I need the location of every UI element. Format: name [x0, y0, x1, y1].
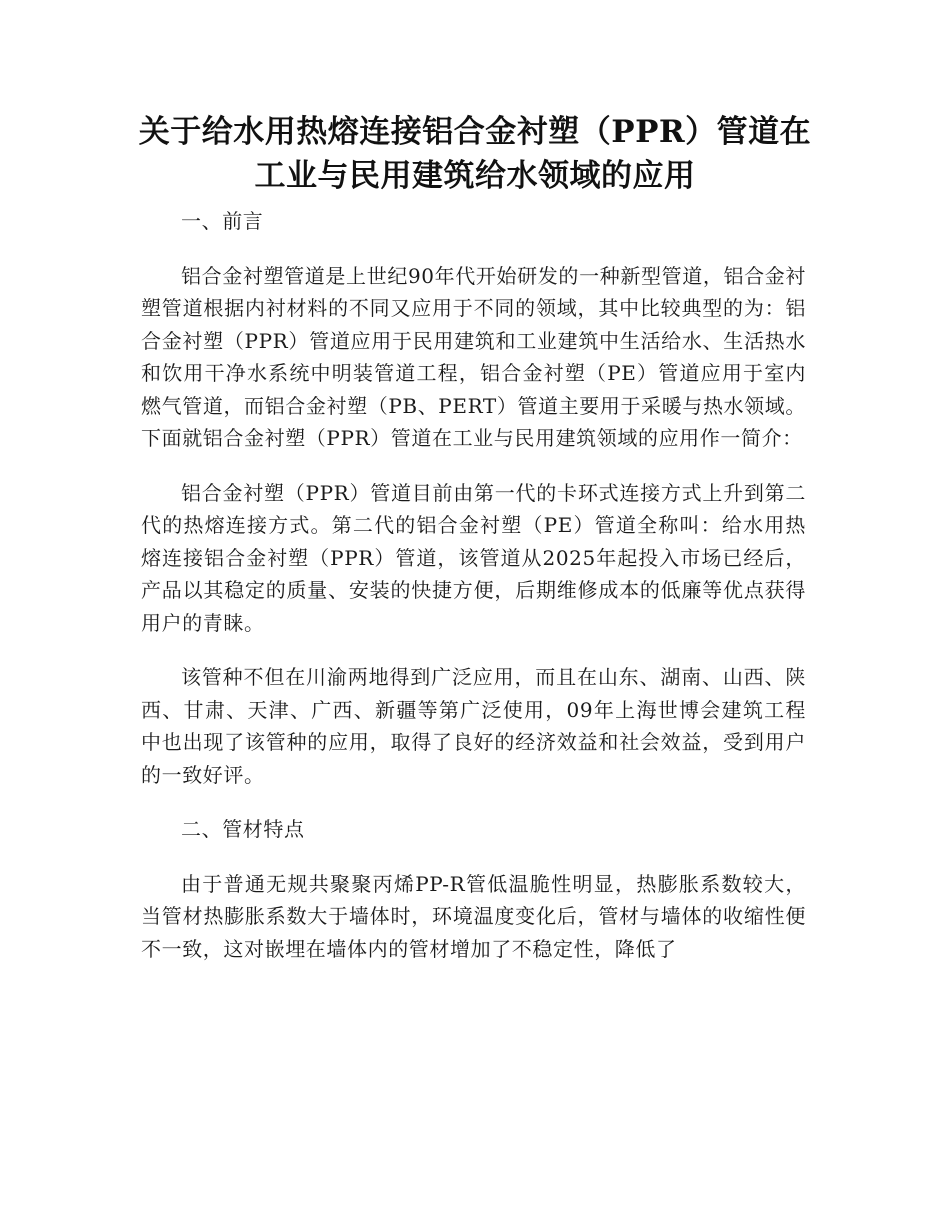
section-heading-pipe-features: 二、管材特点 [181, 817, 305, 841]
body-paragraph-1: 铝合金衬塑管道是上世纪90年代开始研发的一种新型管道，铝合金衬塑管道根据内衬材料的不同又应用于不同的领域，其中比较典型的为：铝合金衬塑（PPR）管道应用于民用建筑和工业建筑中生活给水、生活热水和饮用干净水系统中明装管道工程，铝合金衬塑（PE）管道应用于室内燃气管道，而铝合金衬塑（PB、PERT）管道主要用于采暖与热水领域。下面就铝合金衬塑（PPR）管道在工业与民用建筑领域的应用作一简介： [141, 263, 806, 450]
body-paragraph-2: 铝合金衬塑（PPR）管道目前由第一代的卡环式连接方式上升到第二代的热熔连接方式。第二代的铝合金衬塑（PE）管道全称叫：给水用热熔连接铝合金衬塑（PPR）管道，该管道从2025年起投入市场已经后，产品以其稳定的质量、安装的快捷方便，后期维修成本的低廉等优点获得用户的青睐。 [141, 480, 806, 635]
section-heading-preface: 一、前言 [181, 209, 264, 233]
body-paragraph-4: 由于普通无规共聚聚丙烯PP-R管低温脆性明显，热膨胀系数较大，当管材热膨胀系数大于墙体时，环境温度变化后，管材与墙体的收缩性便不一致，这对嵌埋在墙体内的管材增加了不稳定性，降低了 [141, 871, 806, 961]
document-body [141, 205, 806, 987]
document-title: 关于给水用热熔连接铝合金衬塑（PPR）管道在工业与民用建筑给水领域的应用 [138, 114, 812, 194]
body-paragraph-3: 该管种不但在川渝两地得到广泛应用，而且在山东、湖南、山西、陕西、甘肃、天津、广西、新疆等第广泛使用，09年上海世博会建筑工程中也出现了该管种的应用，取得了良好的经济效益和社会效益，受到用户的一致好评。 [141, 665, 806, 787]
